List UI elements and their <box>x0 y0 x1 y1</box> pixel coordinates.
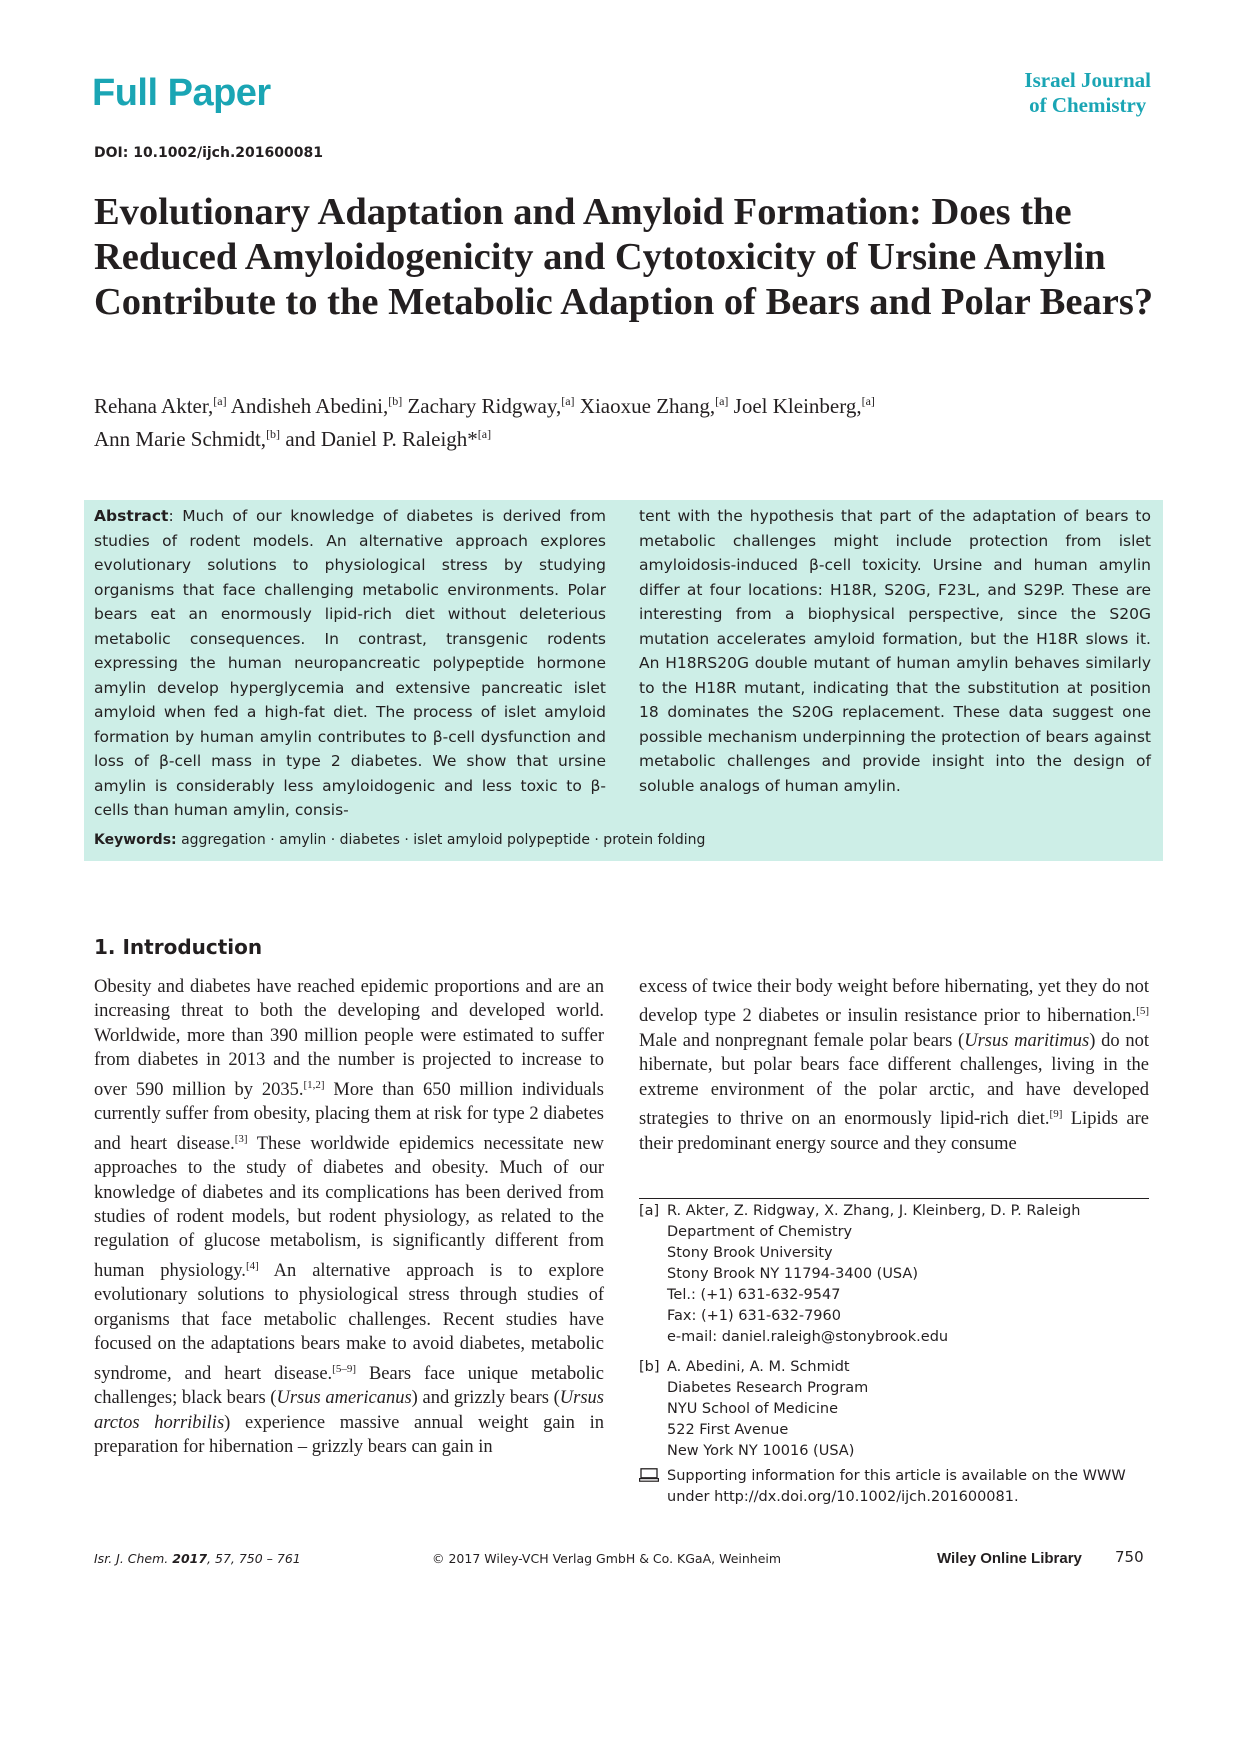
affiliation-a <box>639 1201 1159 1348</box>
body-text: Lipids are their predominant energy source and they consume <box>639 1109 1149 1154</box>
abstract-left-column <box>94 504 606 823</box>
author-name: Ann Marie Schmidt, <box>94 427 267 451</box>
author-name: Zachary Ridgway, <box>407 394 562 418</box>
body-text: Bears face unique metabolic challenges; black bears ( <box>94 1363 604 1409</box>
citation: [5] <box>1136 1005 1149 1018</box>
affiliation-line: Diabetes Research Program <box>667 1380 869 1396</box>
footnote-rule <box>639 1198 1149 1199</box>
body-text: These worldwide epidemics necessitate new approaches to the study of diabetes and obesity. Much of our knowledge of diabetes and its complications has been derived from studies of rodent models, but rodent physiology, as related to the regulation of glucose metabolism, is significantly different from human physiology. <box>94 1133 604 1281</box>
author-name: Xiaoxue Zhang, <box>579 394 716 418</box>
affiliation-tag: [b] <box>639 1359 660 1375</box>
affiliation-line: A. Abedini, A. M. Schmidt <box>667 1359 850 1375</box>
affiliation-line: Stony Brook NY 11794-3400 (USA) <box>667 1266 918 1282</box>
author-list <box>94 387 1154 453</box>
author-name: Andisheh Abedini, <box>230 394 389 418</box>
author-affiliation: [a] <box>861 394 875 408</box>
footer-journal: Isr. J. Chem. <box>94 1551 169 1566</box>
affiliation-line: R. Akter, Z. Ridgway, X. Zhang, J. Kleinberg, D. P. Raleigh <box>667 1203 1081 1219</box>
body-text: ) experience massive annual weight gain in preparation for hibernation – grizzly bears can gain in <box>94 1412 604 1457</box>
body-text: An alternative approach is to explore evolutionary solutions to physiological stress through studies of organisms that face metabolic challenges. Recent studies have focused on the adaptations bears make to avoid diabetes, metabolic syndrome, and heart disease. <box>94 1260 604 1384</box>
footer-library-link[interactable]: Wiley Online Library <box>937 1550 1082 1567</box>
keywords <box>94 832 705 848</box>
species-name: Ursus maritimus <box>964 1030 1090 1051</box>
affiliation-line: Tel.: (+1) 631-632-9547 <box>667 1287 841 1303</box>
affiliation-line: Department of Chemistry <box>667 1224 853 1240</box>
author-name: Joel Kleinberg, <box>733 394 862 418</box>
keywords-label: Keywords: <box>94 832 177 848</box>
abstract-right-column: tent with the hypothesis that part of the adaptation of bears to metabolic challenges might include protection from islet amyloidosis-induced β-cell toxicity. Ursine and human amylin differ at four locations: H18R, S20G, F23L, and S29P. These are interesting from a biophysical perspective, since the S20G mutation accelerates amyloid formation, but the H18R slows it. An H18RS20G double mutant of human amylin behaves similarly to the H18R mutant, indicating that the substitution at position 18 dominates the S20G replacement. These data suggest one possible mechanism underpinning the protection of bears against metabolic challenges and provide insight into the design of soluble analogs of human amylin. <box>639 507 1151 795</box>
author-affiliation: [a] <box>477 427 492 441</box>
species-name: Ursus americanus <box>276 1388 412 1409</box>
author-name: and Daniel P. Raleigh* <box>285 427 478 451</box>
author-affiliation: [a] <box>561 394 575 408</box>
author-name: Rehana Akter, <box>94 394 214 418</box>
affiliation-b <box>639 1357 1159 1462</box>
author-affiliation: [a] <box>715 394 729 408</box>
footer-citation <box>94 1551 301 1566</box>
intro-left-column <box>94 975 604 1459</box>
citation: [3] <box>234 1132 248 1145</box>
body-text: ) and grizzly bears ( <box>411 1388 560 1409</box>
keywords-text: aggregation · amylin · diabetes · islet amyloid polypeptide · protein folding <box>181 832 706 848</box>
author-affiliation: [b] <box>266 427 281 441</box>
journal-name-line1: Israel Journal <box>1024 68 1151 92</box>
section-label: Full Paper <box>92 72 271 114</box>
body-text: ) do not hibernate, but polar bears face different challenges, living in the extreme environment of the polar arctic, and have developed strategies to thrive on an enormously lipid-rich diet. <box>639 1030 1149 1130</box>
supporting-info-link[interactable]: under http://dx.doi.org/10.1002/ijch.201600081. <box>667 1489 1019 1505</box>
affiliation-line: 522 First Avenue <box>667 1422 789 1438</box>
page-number: 750 <box>1115 1548 1144 1566</box>
footer-copyright: © 2017 Wiley-VCH Verlag GmbH & Co. KGaA, Weinheim <box>432 1551 782 1566</box>
journal-name-line2: of Chemistry <box>1029 93 1147 117</box>
supporting-info-line: Supporting information for this article is available on the WWW <box>667 1468 1126 1484</box>
computer-icon <box>639 1468 659 1482</box>
affiliation-email[interactable]: e-mail: daniel.raleigh@stonybrook.edu <box>667 1329 949 1345</box>
author-affiliation: [a] <box>213 394 227 408</box>
affiliation-line: NYU School of Medicine <box>667 1401 839 1417</box>
affiliation-line: Fax: (+1) 631-632-7960 <box>667 1308 841 1324</box>
species-name: Ursus arctos horribilis <box>94 1388 604 1433</box>
abstract-label: Abstract <box>94 507 169 525</box>
affiliation-line: New York NY 10016 (USA) <box>667 1443 855 1459</box>
author-affiliation: [b] <box>388 394 403 408</box>
citation: [4] <box>245 1259 259 1272</box>
intro-right-column <box>639 975 1149 1156</box>
affiliation-line: Stony Brook University <box>667 1245 833 1261</box>
abstract-text-left: : Much of our knowledge of diabetes is derived from studies of rodent models. An alternative approach explores evolutionary solutions to physiological stress by studying organisms that face challenging metabolic environments. Polar bears eat an enormously lipid-rich diet without deleterious metabolic consequences. In contrast, transgenic rodents expressing the human neuropancreatic polypeptide hormone amylin develop hyperglycemia and extensive pancreatic islet amyloid when fed a high-fat diet. The process of islet amyloid formation by human amylin contributes to β-cell dysfunction and loss of β-cell mass in type 2 diabetes. We show that ursine amylin is considerably less amyloidogenic and less toxic to β-cells than human amylin, consis- <box>94 507 606 819</box>
section-heading: 1. Introduction <box>94 935 263 959</box>
citation: [5–9] <box>332 1362 356 1375</box>
footer-volume: , 57, 750 – 761 <box>207 1551 301 1566</box>
body-text: More than 650 million individuals currently suffer from obesity, placing them at risk for type 2 diabetes and heart disease. <box>94 1079 605 1154</box>
body-text: Male and nonpregnant female polar bears ( <box>639 1030 965 1051</box>
body-text: Obesity and diabetes have reached epidemic proportions and are an increasing threat to both the developing and developed world. Worldwide, more than 390 million people were estimated to suffer from diabetes in 2013 and the number is projected to increase to over 590 million by 2035. <box>94 977 604 1100</box>
citation: [9] <box>1049 1108 1063 1121</box>
body-text: excess of twice their body weight before hibernating, yet they do not develop type 2 diabetes or insulin resistance prior to hibernation. <box>639 977 1149 1027</box>
citation: [1,2] <box>303 1078 325 1091</box>
journal-name <box>1024 68 1151 118</box>
doi: DOI: 10.1002/ijch.201600081 <box>94 145 323 161</box>
article-title: Evolutionary Adaptation and Amyloid Formation: Does the Reduced Amyloidogenicity and Cytotoxicity of Ursine Amylin Contribute to the Metabolic Adaption of Bears and Polar Bears? <box>94 191 1154 323</box>
affiliation-tag: [a] <box>639 1203 660 1219</box>
footer-year: 2017 <box>172 1551 208 1566</box>
supporting-info <box>639 1466 1159 1508</box>
